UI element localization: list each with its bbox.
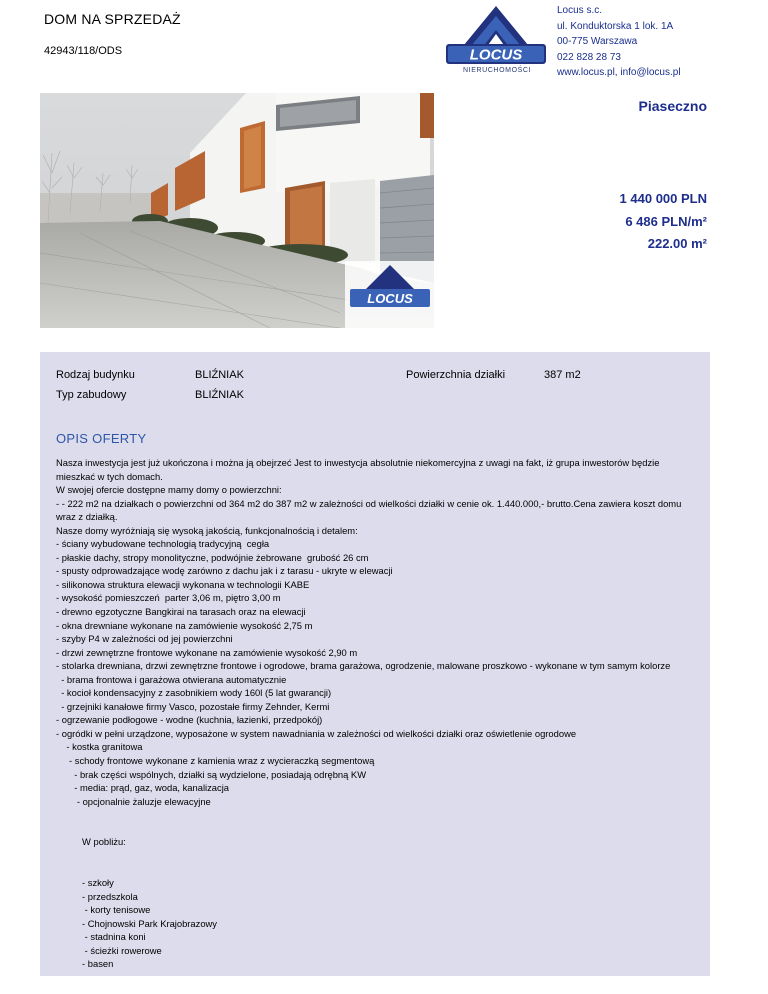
document-title: DOM NA SPRZEDAŻ (44, 11, 181, 27)
description-line: Nasze domy wyróżniają się wysoką jakością, funkcjonalnością i detalem: (56, 524, 358, 536)
description-line: - stadnina koni (56, 931, 146, 943)
logo-caption: NIERUCHOMOŚCI (463, 67, 532, 74)
agency-street: ul. Konduktorska 1 lok. 1A (557, 20, 674, 32)
info-panel (40, 352, 710, 976)
agency-city: 00-775 Warszawa (557, 36, 638, 48)
reference-number: 42943/118/ODS (44, 45, 123, 57)
description-line: - spusty odprowadzające wodę zarówno z dachu jak i z tarasu - ukryte w elewacji (56, 565, 393, 577)
description-line: - kocioł kondensacyjny z zasobnikiem wody 160l (5 lat gwarancji) (56, 687, 332, 699)
description-line: - schody frontowe wykonane z kamienia wraz z wycieraczką segmentową (56, 755, 375, 767)
development-type-label: Typ zabudowy (56, 389, 127, 401)
price: 1 440 000 PLN (619, 191, 707, 206)
description-line (56, 808, 696, 822)
description-line: - media: prąd, gaz, woda, kanalizacja (56, 782, 230, 794)
description-line: - opcjonalnie żaluzje elewacyjne (56, 795, 211, 807)
agency-name: Locus s.c. (557, 5, 603, 16)
description-line: - szkoły (56, 876, 114, 888)
description-line: - silikonowa struktura elewacji wykonana w technologii KABE (56, 578, 310, 590)
floor-area: 222.00 m² (647, 236, 707, 251)
description-line: - wysokość pomieszczeń parter 3,06 m, piętro 3,00 m (56, 592, 281, 604)
description-line (56, 822, 696, 836)
plot-area-label: Powierzchnia działki (406, 369, 506, 381)
description-line: - stolarka drewniana, drzwi zewnętrzne frontowe i ogrodowe, brama garażowa, ogrodzenie, malowane proszkowo - wykonane w tym samym kolorze (56, 660, 671, 672)
price-per-m2: 6 486 PLN/m² (625, 213, 707, 229)
plot-area-value: 387 m2 (544, 369, 581, 381)
description-line: - ścieżki rowerowe (56, 944, 162, 956)
description-line: W pobliżu: (56, 836, 126, 848)
location: Piaseczno (638, 98, 707, 114)
description-line: - ogrzewanie podłogowe - wodne (kuchnia, łazienki, przedpokój) (56, 714, 323, 726)
description-line: Nasza inwestycja jest już ukończona i można ją obejrzeć Jest to inwestycja absolutnie niekomercyjna z uwagi na fakt, iż grupa inwestorów będzie mieszkać w tych domach. (56, 457, 660, 482)
description-line: - przedszkola (56, 890, 138, 902)
agency-contact (557, 3, 681, 81)
logo-text: LOCUS (469, 46, 523, 64)
description-body (56, 456, 696, 971)
building-type-label: Rodzaj budynku (56, 369, 135, 381)
locus-logo (446, 4, 546, 76)
agency-web: www.locus.pl, info@locus.pl (557, 67, 681, 79)
description-line: - korty tenisowe (56, 904, 151, 916)
description-line: - Chojnowski Park Krajobrazowy (56, 917, 217, 929)
description-line: - okna drewniane wykonane na zamówienie wysokość 2,75 m (56, 619, 313, 631)
building-type-value: BLIŹNIAK (195, 369, 244, 381)
description-line: - ogródki w pełni urządzone, wyposażone w system nawadniania w zależności od wielkości działki oraz oświetlenie ogrodowe (56, 727, 577, 739)
description-line: - basen (56, 958, 114, 970)
description-line (56, 849, 696, 863)
property-photo (40, 93, 434, 328)
description-line: - szyby P4 w zależności od jej powierzchni (56, 633, 233, 645)
price-block (620, 188, 707, 256)
description-line: - brama frontowa i garażowa otwierana automatycznie (56, 673, 287, 685)
description-line: - ściany wybudowane technologią tradycyjną cegła (56, 538, 270, 550)
description-line: - - 222 m2 na działkach o powierzchni od 364 m2 do 387 m2 w zależności od wielkości działki w cenie ok. 1.440.000,- brutto.Cena zawiera koszt domu wraz z działką. (56, 497, 682, 523)
description-line: - grzejniki kanałowe firmy Vasco, pozostałe firmy Zehnder, Kermi (56, 700, 330, 712)
description-line: - kostka granitowa (56, 741, 143, 753)
description-line (56, 862, 696, 876)
description-line: - drzwi zewnętrzne frontowe wykonane na zamówienie wysokość 2,90 m (56, 646, 358, 658)
photo-watermark-text: LOCUS (367, 291, 413, 306)
description-line: - drewno egzotyczne Bangkirai na tarasach oraz na elewacji (56, 606, 306, 618)
agency-phone: 022 828 28 73 (557, 51, 621, 63)
development-type-value: BLIŹNIAK (195, 389, 244, 401)
description-heading: OPIS OFERTY (56, 431, 147, 446)
description-line: - brak części wspólnych, działki są wydzielone, posiadają odrębną KW (56, 768, 367, 780)
description-line: - płaskie dachy, stropy monolityczne, podwójnie żebrowane grubość 26 cm (56, 551, 369, 563)
description-line: W swojej ofercie dostępne mamy domy o powierzchni: (56, 484, 282, 496)
